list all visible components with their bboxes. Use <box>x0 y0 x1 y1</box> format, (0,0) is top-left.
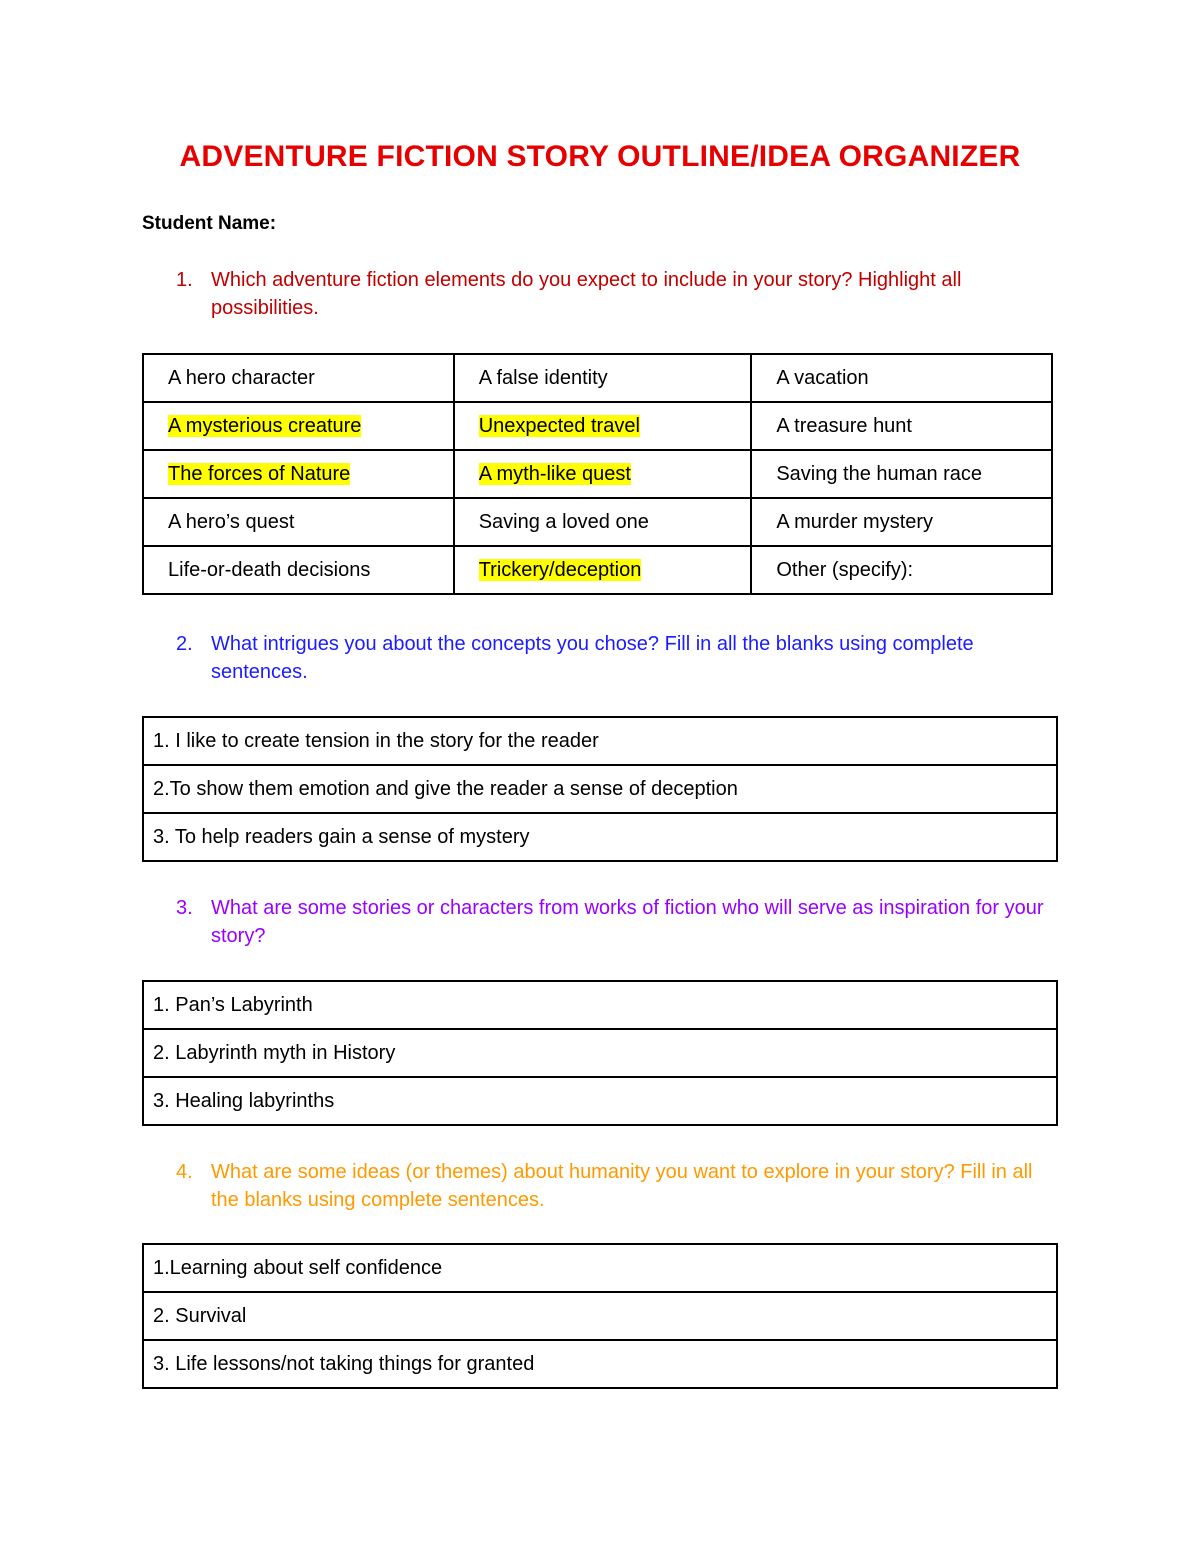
table-row <box>143 1292 1057 1340</box>
question-text: What intrigues you about the concepts you chose? Fill in all the blanks using complete sentences. <box>211 633 974 683</box>
table-row <box>143 717 1057 765</box>
question-number: 3. <box>176 897 193 919</box>
element-cell[interactable] <box>143 450 454 498</box>
question-3 <box>176 894 1056 950</box>
answers-table-q2 <box>142 716 1058 862</box>
element-label-highlighted: A mysterious creature <box>168 414 362 437</box>
element-cell[interactable] <box>751 402 1052 450</box>
element-label-highlighted: Unexpected travel <box>478 414 640 437</box>
question-number: 4. <box>176 1161 193 1183</box>
element-label: A hero character <box>168 366 315 389</box>
element-label: Life-or-death decisions <box>168 558 371 581</box>
element-cell[interactable] <box>454 402 752 450</box>
question-number: 1. <box>176 269 193 291</box>
element-label-highlighted: A myth-like quest <box>478 462 631 485</box>
question-4 <box>176 1158 1056 1214</box>
student-name-label: Student Name: <box>142 213 277 234</box>
question-1 <box>176 266 1056 322</box>
question-number: 2. <box>176 633 193 655</box>
element-cell[interactable] <box>751 546 1052 594</box>
table-row <box>143 1244 1057 1292</box>
element-cell[interactable] <box>454 450 752 498</box>
element-label: A murder mystery <box>776 510 934 533</box>
table-row <box>143 765 1057 813</box>
table-row <box>143 354 1052 402</box>
elements-table <box>142 353 1053 595</box>
element-cell[interactable] <box>454 498 752 546</box>
answer-cell[interactable]: 1.Learning about self confidence <box>143 1244 1057 1292</box>
table-row <box>143 402 1052 450</box>
element-label: Other (specify): <box>776 558 914 581</box>
answers-table-q3 <box>142 980 1058 1126</box>
answer-cell[interactable]: 2. Survival <box>143 1292 1057 1340</box>
answer-cell[interactable]: 1. I like to create tension in the story for the reader <box>143 717 1057 765</box>
table-row <box>143 981 1057 1029</box>
answer-cell[interactable]: 1. Pan’s Labyrinth <box>143 981 1057 1029</box>
element-cell[interactable] <box>143 498 454 546</box>
table-row <box>143 1077 1057 1125</box>
element-label: Saving a loved one <box>478 510 649 533</box>
element-label: Saving the human race <box>776 462 983 485</box>
table-row <box>143 498 1052 546</box>
table-row <box>143 546 1052 594</box>
element-cell[interactable] <box>143 354 454 402</box>
question-text: What are some stories or characters from works of fiction who will serve as inspiration for your story? <box>211 897 1044 947</box>
element-label: A treasure hunt <box>776 414 912 437</box>
element-cell[interactable] <box>143 402 454 450</box>
table-row <box>143 1340 1057 1388</box>
element-cell[interactable] <box>751 354 1052 402</box>
element-label: A false identity <box>478 366 608 389</box>
answer-cell[interactable]: 3. Healing labyrinths <box>143 1077 1057 1125</box>
table-row <box>143 1029 1057 1077</box>
answer-cell[interactable]: 3. To help readers gain a sense of mystery <box>143 813 1057 861</box>
question-text: What are some ideas (or themes) about humanity you want to explore in your story? Fill in all the blanks using complete sentences. <box>211 1161 1033 1211</box>
answers-table-q4 <box>142 1243 1058 1389</box>
table-row <box>143 450 1052 498</box>
answer-cell[interactable]: 2.To show them emotion and give the reader a sense of deception <box>143 765 1057 813</box>
page-title: ADVENTURE FICTION STORY OUTLINE/IDEA ORGANIZER <box>179 140 1021 173</box>
element-cell[interactable] <box>454 546 752 594</box>
element-label: A hero’s quest <box>168 510 295 533</box>
question-text: Which adventure fiction elements do you expect to include in your story? Highlight all possibilities. <box>211 269 962 319</box>
element-cell[interactable] <box>751 450 1052 498</box>
element-cell[interactable] <box>143 546 454 594</box>
element-label-highlighted: The forces of Nature <box>168 462 351 485</box>
answer-cell[interactable]: 3. Life lessons/not taking things for granted <box>143 1340 1057 1388</box>
element-label: A vacation <box>776 366 869 389</box>
question-2 <box>176 630 1056 686</box>
element-cell[interactable] <box>751 498 1052 546</box>
element-cell[interactable] <box>454 354 752 402</box>
answer-cell[interactable]: 2. Labyrinth myth in History <box>143 1029 1057 1077</box>
table-row <box>143 813 1057 861</box>
element-label-highlighted: Trickery/deception <box>478 558 642 581</box>
